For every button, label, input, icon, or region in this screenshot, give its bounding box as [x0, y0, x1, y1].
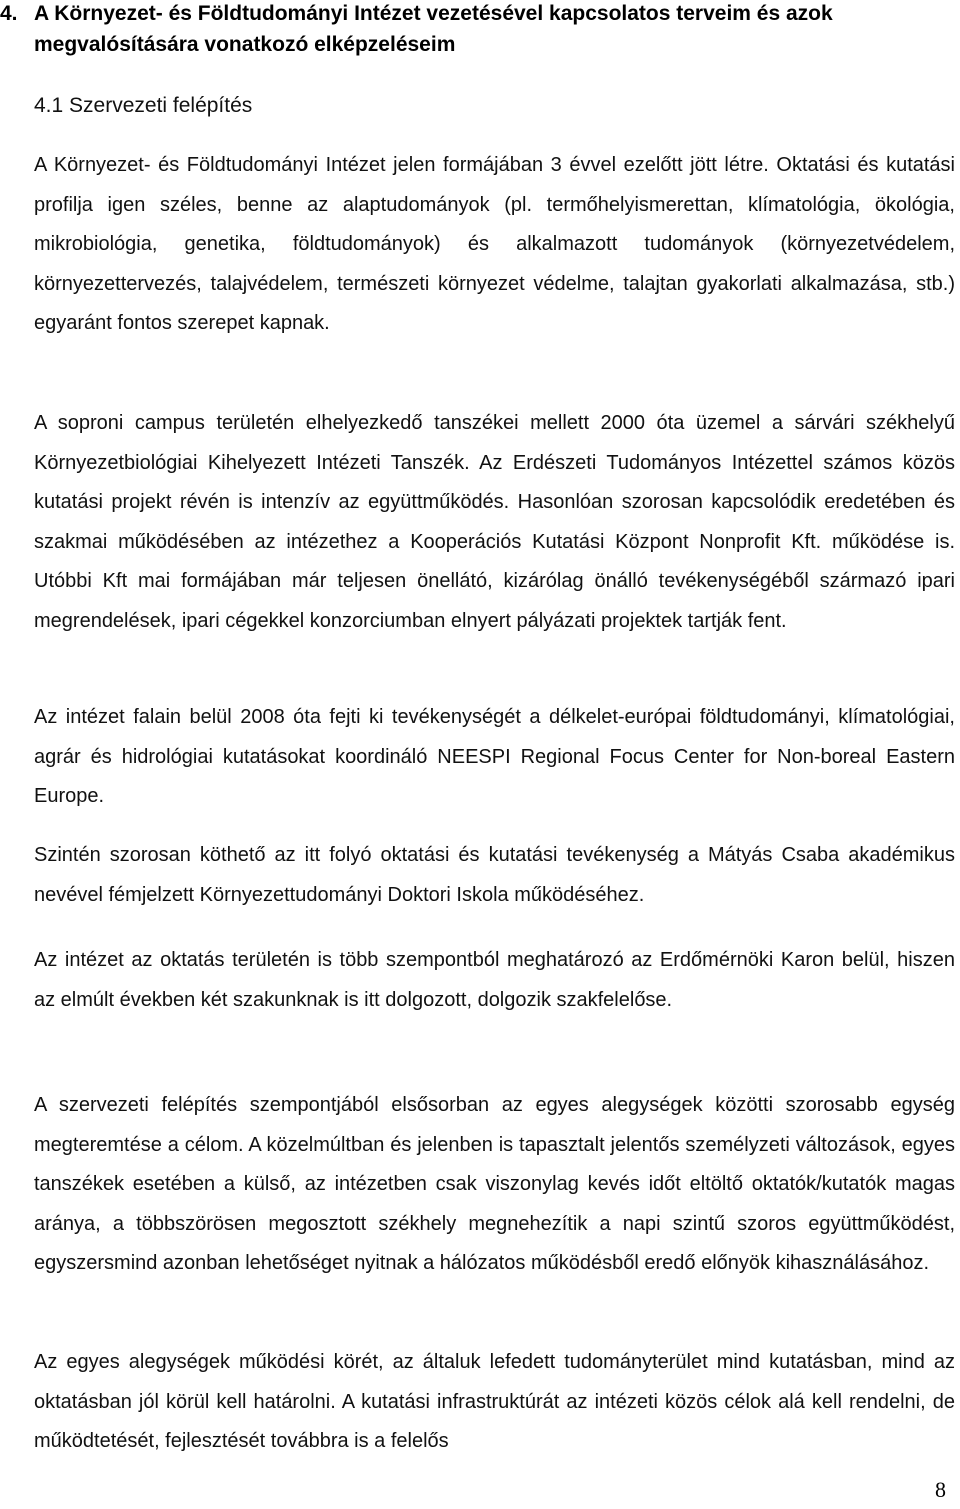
page-number: 8 — [935, 1477, 946, 1502]
paragraph-campus: A soproni campus területén elhelyezkedő tanszékei mellett 2000 óta üzemel a sárvári székhelyű Környezetbiológiai Kihelyezett Intézeti Tanszék. Az Erdészeti Tudományos Intézettel számos közös kutatási projekt révén is intenzív az együttműködés. Hasonlóan szorosan kapcsolódik eredetében és szakmai működésében az intézethez a Kooperációs Kutatási Központ Nonprofit Kft. működése is. Utóbbi Kft mai formájában már teljesen önellátó, kizárólag önálló tevékenységéből származó ipari megrendelések, ipari cégekkel konzorciumban elnyert pályázati projektek tartják fent. — [34, 412, 955, 632]
paragraph-intro: A Környezet- és Földtudományi Intézet jelen formájában 3 évvel ezelőtt jött létre. Oktatási és kutatási profilja igen széles, benne az alaptudományok (pl. termőhelyismerettan, klímatológia, ökológia, mikrobiológia, genetika, földtudományok) és alkalmazott tudományok (környezetvédelem, környezettervezés, talajvédelem, természeti környezet védelme, talajtan gyakorlati alkalmazása, stb.) egyaránt fontos szerepet kapnak. — [34, 154, 955, 334]
section-heading — [0, 0, 940, 60]
paragraph-education: Az intézet az oktatás területén is több szempontból meghatározó az Erdőmérnöki Karon belül, hiszen az elmúlt években két szakunknak is itt dolgozott, dolgozik szakfelelőse. — [34, 949, 955, 1011]
paragraph-structure-goals: A szervezeti felépítés szempontjából elsősorban az egyes alegységek közötti szorosabb egység megteremtése a célom. A közelmúltban és jelenben is tapasztalt jelentős személyzeti változások, egyes tanszékek esetében a külső, az intézetben csak viszonylag kevés időt eltöltő oktatók/kutatók magas aránya, a többszörösen megosztott székhely megnehezítik a napi szintű szoros együttműködést, egyszersmind azonban lehetőséget nyitnak a hálózatos működésből eredő előnyök kihasználásához. — [34, 1094, 955, 1274]
paragraph-neespi: Az intézet falain belül 2008 óta fejti ki tevékenységét a délkelet-európai földtudományi, klímatológiai, agrár és hidrológiai kutatásokat koordináló NEESPI Regional Focus Center for Non-boreal Eastern Europe. — [34, 706, 955, 807]
paragraph-doctoral-school: Szintén szorosan köthető az itt folyó oktatási és kutatási tevékenység a Mátyás Csaba akadémikus nevével fémjelzett Környezettudományi Doktori Iskola működéséhez. — [34, 844, 955, 906]
subsection-title: 4.1 Szervezeti felépítés — [34, 94, 253, 117]
section-title: A Környezet- és Földtudományi Intézet vezetésével kapcsolatos terveim és azok megvalósítására vonatkozó elképzeléseim — [34, 2, 833, 56]
section-number: 4. — [0, 2, 18, 25]
paragraph-subunits: Az egyes alegységek működési körét, az általuk lefedett tudományterület mind kutatásban, mind az oktatásban jól körül kell határolni. A kutatási infrastruktúrát az intézeti közös célok alá kell rendelni, de működtetését, fejlesztését továbbra is a felelős — [34, 1351, 955, 1452]
